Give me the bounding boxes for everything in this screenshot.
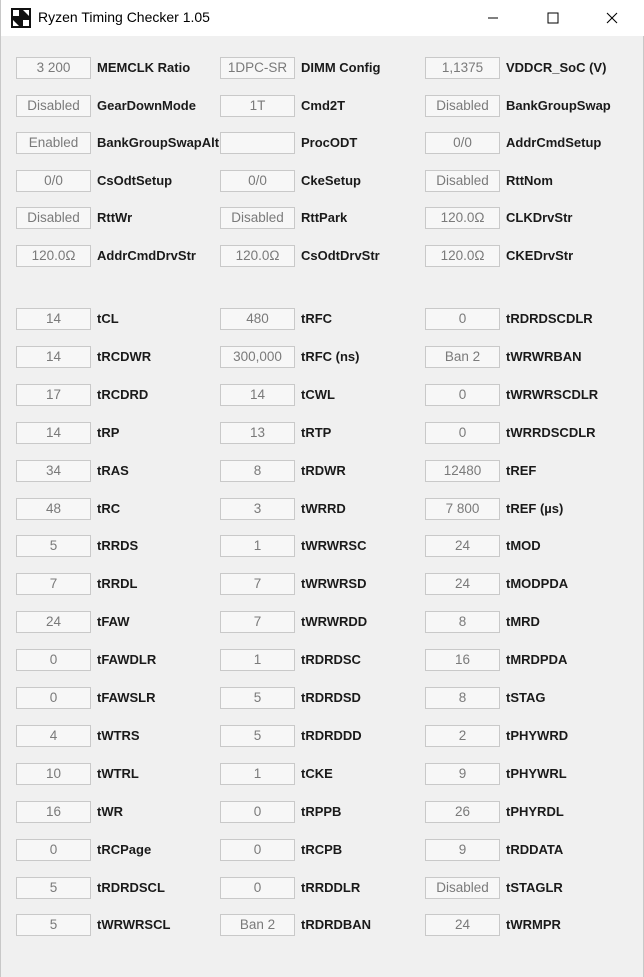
value-field-tcl[interactable]: 14 <box>16 308 91 330</box>
value-field-ckesetup[interactable]: 0/0 <box>220 170 295 192</box>
label-memclk-ratio: MEMCLK Ratio <box>97 60 191 75</box>
value-field-trcpage[interactable]: 0 <box>16 839 91 861</box>
value-field-memclk-ratio[interactable]: 3 200 <box>16 57 91 79</box>
label-trcpb: tRCPB <box>301 841 343 857</box>
label-rttnom: RttNom <box>506 172 553 188</box>
value-field-dimm-config[interactable]: 1DPC-SR <box>220 57 295 79</box>
timing-row <box>1 346 644 368</box>
label-ckedrvstr: CKEDrvStr <box>506 248 574 263</box>
label-csodtsetup: CsOdtSetup <box>97 172 173 188</box>
value-field-trcdrd[interactable]: 17 <box>16 384 91 406</box>
value-field-trrdl[interactable]: 7 <box>16 573 91 595</box>
label-tcl: tCL <box>97 311 119 326</box>
value-field-rttwr[interactable]: Disabled <box>16 207 91 229</box>
value-field-tmrd[interactable]: 8 <box>425 611 500 633</box>
label-cmd2t: Cmd2T <box>301 97 346 113</box>
label-tref: tREF <box>506 462 537 478</box>
label-trdrdsc: tRDRDSC <box>301 652 361 668</box>
label-twrwrscl: tWRWRSCL <box>97 917 171 933</box>
value-field-twrwrscl[interactable]: 5 <box>16 914 91 936</box>
timing-row <box>1 460 644 482</box>
config-row <box>1 207 644 229</box>
timing-row <box>1 384 644 406</box>
value-field-trdrdsc[interactable]: 1 <box>220 649 295 671</box>
label-tcke: tCKE <box>301 765 333 781</box>
value-field-tstaglr[interactable]: Disabled <box>425 877 500 899</box>
value-field-tfaw[interactable]: 24 <box>16 611 91 633</box>
timing-row <box>1 422 644 444</box>
timing-row <box>1 535 644 557</box>
value-field-rttpark[interactable]: Disabled <box>220 207 295 229</box>
value-field-clkdrvstr[interactable]: 120.0Ω <box>425 207 500 229</box>
label-trfc: tRFC <box>301 311 333 326</box>
label-csodtdrvstr: CsOdtDrvStr <box>301 248 380 263</box>
value-field-trfc-ns[interactable]: 300,000 <box>220 346 295 368</box>
maximize-button[interactable] <box>530 0 576 36</box>
label-trrdl: tRRDL <box>97 576 138 592</box>
label-addrcmdsetup: AddrCmdSetup <box>506 135 602 151</box>
label-trdrddd: tRDRDDD <box>301 727 362 743</box>
value-field-trcpb[interactable]: 0 <box>220 839 295 861</box>
value-field-bankgroupswap[interactable]: Disabled <box>425 95 500 117</box>
timing-row <box>1 649 644 671</box>
label-rttwr: RttWr <box>97 210 133 226</box>
label-twrmpr: tWRMPR <box>506 917 561 933</box>
close-button[interactable] <box>589 0 635 36</box>
config-row <box>1 132 644 154</box>
value-field-twrwrban[interactable]: Ban 2 <box>425 346 500 368</box>
value-field-trdwr[interactable]: 8 <box>220 460 295 482</box>
label-tphywrd: tPHYWRD <box>506 727 569 743</box>
label-trp: tRP <box>97 424 120 440</box>
timing-row <box>1 725 644 747</box>
value-field-addrcmddrvstr[interactable]: 120.0Ω <box>16 245 91 267</box>
label-trppb: tRPPB <box>301 803 342 819</box>
label-bankgroupswap: BankGroupSwap <box>506 97 611 113</box>
value-field-trp[interactable]: 14 <box>16 422 91 444</box>
value-field-addrcmdsetup[interactable]: 0/0 <box>425 132 500 154</box>
value-field-trfc[interactable]: 480 <box>220 308 295 330</box>
label-twrrd: tWRRD <box>301 500 346 516</box>
value-field-procodt[interactable] <box>220 132 295 154</box>
value-field-twrrd[interactable]: 3 <box>220 498 295 520</box>
value-field-trcdwr[interactable]: 14 <box>16 346 91 368</box>
value-field-trdrdscl[interactable]: 5 <box>16 877 91 899</box>
label-tstaglr: tSTAGLR <box>506 879 563 895</box>
label-vddcr-soc-v: VDDCR_SoC (V) <box>506 60 607 75</box>
value-field-bankgroupswapalt[interactable]: Enabled <box>16 132 91 154</box>
value-field-twrmpr[interactable]: 24 <box>425 914 500 936</box>
timing-row <box>1 687 644 709</box>
minimize-button[interactable] <box>470 0 516 36</box>
label-tref-s: tREF (µs) <box>506 500 564 516</box>
label-ckesetup: CkeSetup <box>301 172 361 188</box>
label-twrwrsc: tWRWRSC <box>301 538 367 554</box>
label-trdrdsd: tRDRDSD <box>301 690 361 705</box>
label-dimm-config: DIMM Config <box>301 60 381 75</box>
label-tmrdpda: tMRDPDA <box>506 652 568 668</box>
app-logo-icon <box>11 8 31 28</box>
value-field-trtp[interactable]: 13 <box>220 422 295 444</box>
timing-row <box>1 877 644 899</box>
value-field-tstag[interactable]: 8 <box>425 687 500 709</box>
value-field-tmrdpda[interactable]: 16 <box>425 649 500 671</box>
value-field-trdrdsd[interactable]: 5 <box>220 687 295 709</box>
value-field-tcwl[interactable]: 14 <box>220 384 295 406</box>
value-field-twtrl[interactable]: 10 <box>16 763 91 785</box>
config-row <box>1 57 644 79</box>
label-twrwrban: tWRWRBAN <box>506 348 582 364</box>
label-trrddlr: tRRDDLR <box>301 879 361 895</box>
value-field-tref-s[interactable]: 7 800 <box>425 498 500 520</box>
value-field-twrwrsc[interactable]: 1 <box>220 535 295 557</box>
value-field-twrwrscdlr[interactable]: 0 <box>425 384 500 406</box>
value-field-vddcr-soc-v[interactable]: 1,1375 <box>425 57 500 79</box>
window-title: Ryzen Timing Checker 1.05 <box>38 9 210 25</box>
label-trdwr: tRDWR <box>301 462 346 478</box>
value-field-trddata[interactable]: 9 <box>425 839 500 861</box>
value-field-trc[interactable]: 48 <box>16 498 91 520</box>
timing-row <box>1 914 644 936</box>
timing-row <box>1 763 644 785</box>
value-field-geardownmode[interactable]: Disabled <box>16 95 91 117</box>
label-tfawdlr: tFAWDLR <box>97 652 157 668</box>
value-field-tmodpda[interactable]: 24 <box>425 573 500 595</box>
value-field-tfawslr[interactable]: 0 <box>16 687 91 709</box>
value-field-trdrdscdlr[interactable]: 0 <box>425 308 500 330</box>
label-tfawslr: tFAWSLR <box>97 690 156 705</box>
minimize-icon <box>487 12 499 24</box>
label-trcpage: tRCPage <box>97 841 152 857</box>
value-field-trppb[interactable]: 0 <box>220 801 295 823</box>
label-trdrdscl: tRDRDSCL <box>97 879 165 895</box>
label-trdrdban: tRDRDBAN <box>301 917 372 933</box>
label-trddata: tRDDATA <box>506 841 564 857</box>
label-twrwrscdlr: tWRWRSCDLR <box>506 386 599 402</box>
value-field-twr[interactable]: 16 <box>16 801 91 823</box>
label-tmodpda: tMODPDA <box>506 576 569 592</box>
value-field-twtrs[interactable]: 4 <box>16 725 91 747</box>
label-tcwl: tCWL <box>301 386 335 402</box>
value-field-tfawdlr[interactable]: 0 <box>16 649 91 671</box>
label-tphyrdl: tPHYRDL <box>506 803 564 819</box>
label-trtp: tRTP <box>301 424 332 440</box>
value-field-tphywrl[interactable]: 9 <box>425 763 500 785</box>
label-rttpark: RttPark <box>301 210 348 226</box>
label-tras: tRAS <box>97 462 129 478</box>
label-geardownmode: GearDownMode <box>97 97 196 113</box>
value-field-tras[interactable]: 34 <box>16 460 91 482</box>
timing-row <box>1 498 644 520</box>
value-field-tmod[interactable]: 24 <box>425 535 500 557</box>
value-field-ckedrvstr[interactable]: 120.0Ω <box>425 245 500 267</box>
label-twrwrsd: tWRWRSD <box>301 576 367 592</box>
label-twrrdscdlr: tWRRDSCDLR <box>506 424 596 440</box>
label-tmrd: tMRD <box>506 614 540 630</box>
label-trcdrd: tRCDRD <box>97 386 149 402</box>
value-field-tcke[interactable]: 1 <box>220 763 295 785</box>
label-tphywrl: tPHYWRL <box>506 765 567 781</box>
maximize-icon <box>547 12 559 24</box>
value-field-trdrdban[interactable]: Ban 2 <box>220 914 295 936</box>
value-field-trrds[interactable]: 5 <box>16 535 91 557</box>
timing-row <box>1 573 644 595</box>
label-trfc-ns: tRFC (ns) <box>301 348 360 364</box>
config-row <box>1 95 644 117</box>
value-field-cmd2t[interactable]: 1T <box>220 95 295 117</box>
label-tmod: tMOD <box>506 538 541 554</box>
label-trc: tRC <box>97 500 121 516</box>
value-field-rttnom[interactable]: Disabled <box>425 170 500 192</box>
timing-row <box>1 801 644 823</box>
timing-row <box>1 308 644 330</box>
label-procodt: ProcODT <box>301 135 358 151</box>
label-twr: tWR <box>97 803 123 819</box>
value-field-trrddlr[interactable]: 0 <box>220 877 295 899</box>
title-bar[interactable] <box>1 0 644 36</box>
label-bankgroupswapalt: BankGroupSwapAlt <box>97 135 220 151</box>
label-addrcmddrvstr: AddrCmdDrvStr <box>97 248 196 263</box>
label-trcdwr: tRCDWR <box>97 348 152 364</box>
label-twrwrdd: tWRWRDD <box>301 614 368 630</box>
timing-row <box>1 611 644 633</box>
label-trdrdscdlr: tRDRDSCDLR <box>506 311 593 326</box>
label-twtrl: tWTRL <box>97 765 139 781</box>
label-tfaw: tFAW <box>97 614 130 630</box>
config-row <box>1 245 644 267</box>
value-field-csodtdrvstr[interactable]: 120.0Ω <box>220 245 295 267</box>
value-field-trdrddd[interactable]: 5 <box>220 725 295 747</box>
close-icon <box>606 12 618 24</box>
label-trrds: tRRDS <box>97 538 139 554</box>
value-field-tphywrd[interactable]: 2 <box>425 725 500 747</box>
value-field-twrwrsd[interactable]: 7 <box>220 573 295 595</box>
label-twtrs: tWTRS <box>97 727 140 743</box>
value-field-tref[interactable]: 12480 <box>425 460 500 482</box>
timing-row <box>1 839 644 861</box>
value-field-csodtsetup[interactable]: 0/0 <box>16 170 91 192</box>
label-tstag: tSTAG <box>506 690 546 705</box>
config-row <box>1 170 644 192</box>
value-field-twrwrdd[interactable]: 7 <box>220 611 295 633</box>
label-clkdrvstr: CLKDrvStr <box>506 210 573 226</box>
value-field-twrrdscdlr[interactable]: 0 <box>425 422 500 444</box>
value-field-tphyrdl[interactable]: 26 <box>425 801 500 823</box>
